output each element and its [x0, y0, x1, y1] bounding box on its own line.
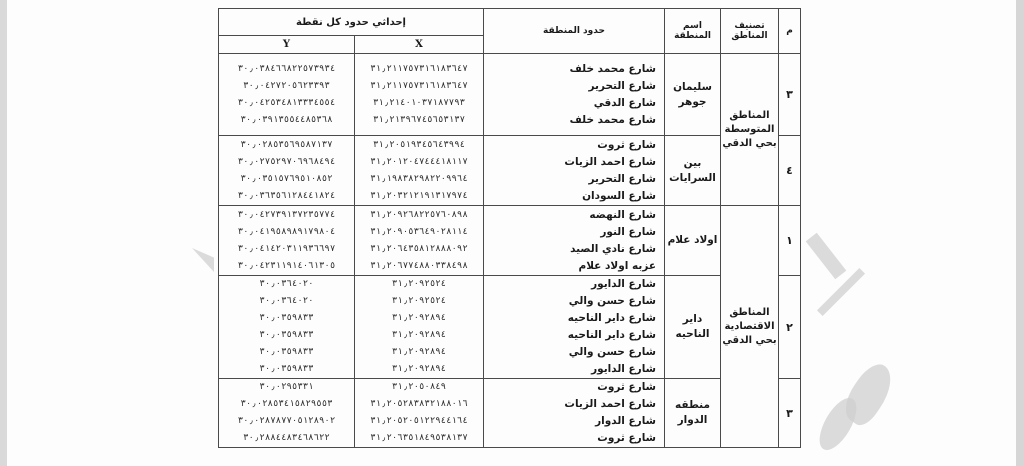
boundaries-cell	[484, 136, 665, 206]
y-value: ٣٠٫٠٤٢٣١١٩١٤٠٦١٣٠٥	[237, 260, 336, 271]
y-cell	[219, 136, 355, 206]
boundaries-cell	[484, 379, 665, 448]
street: شارع ثروت	[597, 138, 656, 151]
serial-cell: ٣	[779, 54, 801, 136]
x-value: ٣١٫٢٠٥١٩٣٤٥٦٤٣٩٩٤	[372, 139, 466, 150]
x-cell	[355, 136, 484, 206]
y-value: ٣٠٫٢٨٨٤٤٨٣٤٦٨٦٢٢	[243, 433, 330, 443]
x-value: ٣١٫٢٠٩٢٦٨٢٢٥٧٦٠٨٩٨	[370, 209, 468, 220]
boundaries-cell	[484, 54, 665, 136]
street: شارع ثروت	[597, 381, 656, 393]
table-row	[219, 206, 801, 276]
street: شارع محمد خلف	[569, 113, 656, 126]
boundaries-cell	[484, 276, 665, 379]
y-cell	[219, 54, 355, 136]
header-boundaries: حدود المنطقة	[484, 9, 665, 54]
header-serial: م	[779, 9, 801, 54]
serial-cell: ٣	[779, 379, 801, 448]
street: عزبه اولاد علام	[578, 259, 656, 272]
y-value: ٣٠٫٠٢٧٥٢٩٧٠٦٩٦٨٤٩٤	[237, 156, 336, 167]
watermark-shape	[817, 268, 865, 316]
y-value: ٣٠٫٠٤٢٧٣٩١٣٧٢٣٥٧٧٤	[237, 209, 336, 220]
header-area-name: اسم المنطقة	[665, 9, 721, 54]
area-name-cell: اولاد علام	[665, 206, 721, 276]
x-cell	[355, 206, 484, 276]
x-value: ٣١٫٢٠٩٢٨٩٤	[391, 313, 447, 323]
x-value: ٣١٫١٩٨٣٨٢٩٨٢٢٠٩٩٦٤	[370, 173, 468, 184]
y-value: ٣٠٫٠٤٢٥٣٤٨١٣٣٣٤٥٥٤	[237, 97, 336, 108]
table-row	[219, 276, 801, 379]
y-cell	[219, 276, 355, 379]
street: شارع احمد الزيات	[564, 155, 656, 168]
street: شارع النور	[600, 225, 656, 238]
zones-table	[218, 8, 801, 448]
x-value: ٣١٫٢٠٩٢٨٩٤	[391, 330, 447, 340]
street: شارع التحرير	[588, 79, 656, 92]
table-row	[219, 54, 801, 136]
y-value: ٣٠٫٠٢٨٧٨٧٧٠٥١٢٨٩٠٢	[237, 416, 336, 426]
x-value: ٣١٫٢٠٩٠٥٣٦٤٩٠٢٨١١٤	[370, 226, 468, 237]
x-value: ٣١٫٢٠٦٣٥١٨٤٩٥٣٨١٣٧	[370, 433, 468, 443]
y-value: ٣٠٫٠٣٦٣٥٦١٢٨٤٤١٨٢٤	[237, 190, 336, 201]
street: شارع داير الناحيه	[567, 329, 656, 341]
x-value: ٣١٫٢١١٧٥٧٣١٦١٨٣٦٤٧	[370, 80, 468, 91]
street: شارع داير الناحيه	[567, 312, 656, 324]
street: شارع ثروت	[597, 432, 656, 444]
y-value: ٣٠٫٠٣٥٩٨٣٣	[259, 313, 314, 323]
classification-cell: المناطق المتوسطة بحي الدقي	[721, 54, 779, 206]
x-value: ٣١٫٢٠١٢٠٤٧٤٤٤١٨١١٧	[370, 156, 468, 167]
y-value: ٣٠٫٠٤٢٧٢٠٥٦٢٣٣٩٣	[243, 80, 330, 91]
serial-cell: ٢	[779, 276, 801, 379]
x-value: ٣١٫٢١٤٠١٠٣٧١٨٧٧٩٣	[372, 97, 466, 108]
boundaries-cell	[484, 206, 665, 276]
x-cell	[355, 276, 484, 379]
header-y: Y	[219, 36, 355, 54]
street: شارع حسن والي	[568, 295, 656, 307]
street: شارع نادي الصيد	[570, 242, 656, 255]
y-value: ٣٠٫٠٣٨٤٦٦٨٢٢٥٧٣٩٣٤	[237, 63, 336, 74]
x-cell	[355, 379, 484, 448]
x-value: ٣١٫٢١٣٩٦٧٤٥٦٥٣١٣٧	[372, 114, 466, 125]
street: شارع الدقي	[593, 96, 656, 109]
y-value: ٣٠٫٠٢٨٥٣٤١٥٨٢٩٥٥٣	[240, 399, 333, 409]
x-value: ٣١٫٢٠٣٢١٢١٩١٣١٧٩٧٤	[370, 190, 468, 201]
header-x: X	[355, 36, 484, 54]
street: شارع التحرير	[588, 172, 656, 185]
street: شارع الدوار	[595, 415, 656, 427]
viewer-left-edge	[0, 0, 7, 466]
x-value: ٣١٫٢٠٥٢٨٣٨٣٢١٨٨٠١٦	[370, 399, 468, 409]
area-name-cell: سليمان جوهر	[665, 54, 721, 136]
watermark-shape	[806, 233, 847, 279]
street: شارع محمد خلف	[569, 62, 656, 75]
y-value: ٣٠٫٠٣٥٩٨٣٣	[259, 347, 314, 357]
street: شارع الدايور	[591, 363, 656, 375]
watermark-shape	[192, 248, 214, 272]
y-value: ٣٠٫٠٣٦٤٠٢٠	[259, 296, 314, 306]
y-cell	[219, 379, 355, 448]
serial-cell: ١	[779, 206, 801, 276]
x-cell	[355, 54, 484, 136]
street: شارع الدايور	[591, 278, 656, 290]
street: شارع السودان	[582, 189, 656, 202]
y-value: ٣٠٫٠٢٩٥٣٣١	[259, 382, 314, 392]
y-value: ٣٠٫٠٢٨٥٣٥٦٩٥٨٧١٣٧	[240, 139, 333, 150]
street: شارع حسن والي	[568, 346, 656, 358]
classification-cell: المناطق الاقتصادية بحي الدقي	[721, 206, 779, 448]
x-value: ٣١٫٢٠٩٢٨٩٤	[391, 347, 447, 357]
y-cell	[219, 206, 355, 276]
y-value: ٣٠٫٠٤١٩٥٨٩٨٩١٧٩٨٠٤	[237, 226, 336, 237]
street: شارع النهضه	[589, 208, 656, 221]
x-value: ٣١٫٢٠٥٠٨٤٩	[391, 382, 447, 392]
x-value: ٣١٫٢١١٧٥٧٣١٦١٨٣٦٤٧	[370, 63, 468, 74]
x-value: ٣١٫٢٠٦٧٧٤٨٨٠٣٣٨٤٩٨	[370, 260, 468, 271]
x-value: ٣١٫٢٠٩٢٥٢٤	[391, 296, 447, 306]
x-value: ٣١٫٢٠٥٢٠٥١٢٢٩٤٤١٦٤	[370, 416, 468, 426]
table-row	[219, 379, 801, 448]
area-name-cell: منطقه الدوار	[665, 379, 721, 448]
y-value: ٣٠٫٠٣٥٩٨٣٣	[259, 364, 314, 374]
x-value: ٣١٫٢٠٦٤٣٥٨١٢٨٨٨٠٩٢	[370, 243, 468, 254]
viewer-right-edge	[1016, 0, 1024, 466]
y-value: ٣٠٫٠٣٥٩٨٣٣	[259, 330, 314, 340]
street: شارع احمد الزيات	[564, 398, 656, 410]
y-value: ٣٠٫٠٣٦٤٠٢٠	[259, 279, 314, 289]
serial-cell: ٤	[779, 136, 801, 206]
y-value: ٣٠٫٠٣٩١٣٥٥٤٤٨٥٣٦٨	[240, 114, 333, 125]
x-value: ٣١٫٢٠٩٢٥٢٤	[391, 279, 447, 289]
area-name-cell: بين السرايات	[665, 136, 721, 206]
y-value: ٣٠٫٠٣٥١٥٧٦٩٥١٠٨٥٢	[240, 173, 333, 184]
y-value: ٣٠٫٠٤١٤٢٠٣١١٩٣٦٦٩٧	[237, 243, 336, 254]
area-name-cell: داير الناحيه	[665, 276, 721, 379]
header-row	[219, 9, 801, 36]
header-coordinates: إحداثي حدود كل نقطة	[219, 9, 484, 36]
x-value: ٣١٫٢٠٩٢٨٩٤	[391, 364, 447, 374]
table-row	[219, 136, 801, 206]
header-classification: تصنيف المناطق	[721, 9, 779, 54]
